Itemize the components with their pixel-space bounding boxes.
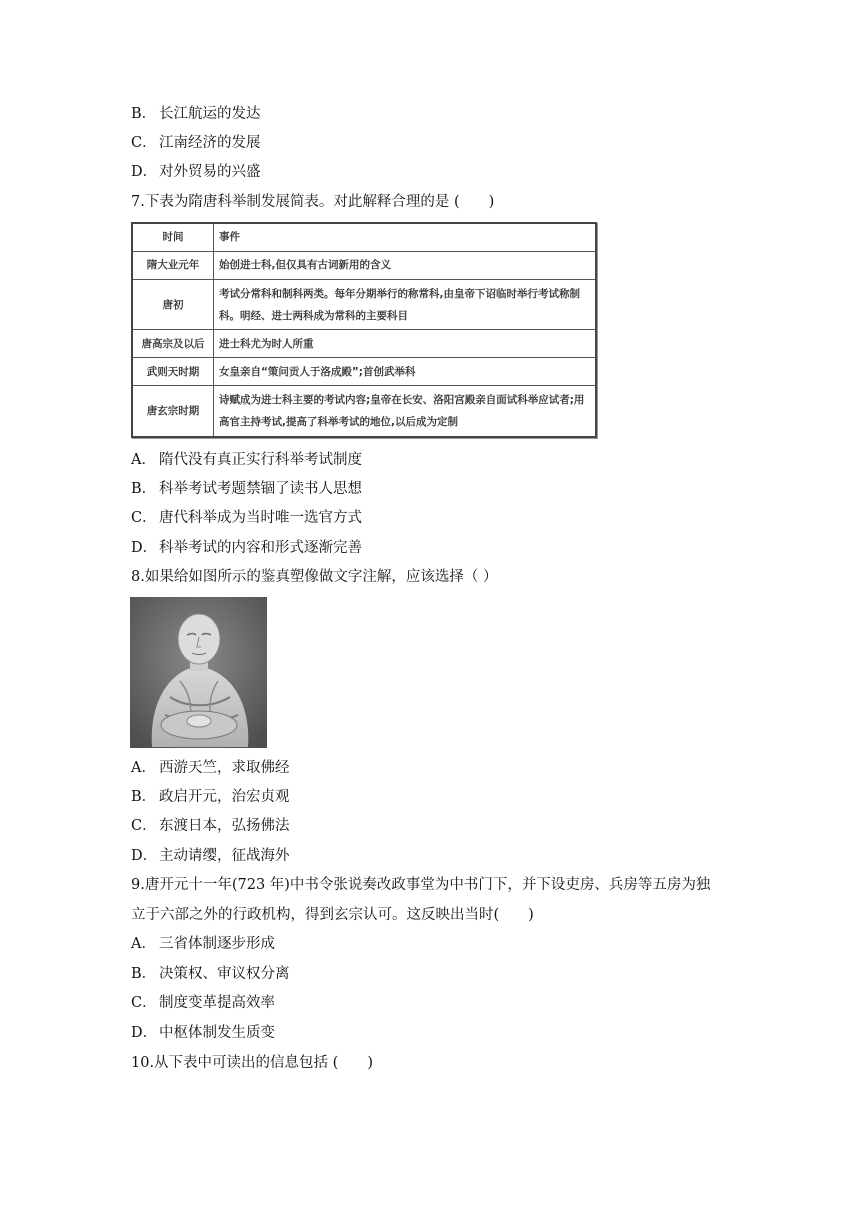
table-header-event: 事件 <box>214 223 597 251</box>
table-cell-time: 唐玄宗时期 <box>132 386 214 437</box>
q6-option-d: D． 对外贸易的兴盛 <box>131 164 261 180</box>
table-header-time: 时间 <box>132 223 214 251</box>
q8-option-a: A． 西游天竺，求取佛经 <box>131 760 290 776</box>
q6-option-c: C． 江南经济的发展 <box>131 135 261 151</box>
q7-option-b: B． 科举考试考题禁锢了读书人思想 <box>131 481 362 497</box>
q9-option-b: B． 决策权、审议权分离 <box>131 966 290 982</box>
q8-option-b: B． 政启开元，治宏贞观 <box>131 789 290 805</box>
jianzhen-statue-image <box>130 597 267 748</box>
table-cell-time: 隋大业元年 <box>132 251 214 279</box>
table-cell-event: 诗赋成为进士科主要的考试内容;皇帝在长安、洛阳宫殿亲自面试科举应试者;用高官主持考试,提高了科举考试的地位,以后成为定制 <box>214 386 597 437</box>
keju-table <box>131 222 597 438</box>
table-cell-event: 始创进士科,但仅具有古词新用的含义 <box>214 251 597 279</box>
q7-option-d: D． 科举考试的内容和形式逐渐完善 <box>131 540 362 556</box>
q7-option-a: A． 隋代没有真正实行科举考试制度 <box>131 452 362 468</box>
table-cell-time: 唐高宗及以后 <box>132 330 214 358</box>
q8-option-d: D． 主动请缨，征战海外 <box>131 848 290 864</box>
table-row <box>132 251 596 279</box>
q9-option-c: C． 制度变革提高效率 <box>131 995 275 1011</box>
table-cell-event: 进士科尤为时人所重 <box>214 330 597 358</box>
q10-stem: 10.从下表中可读出的信息包括 ( ) <box>131 1055 373 1071</box>
q8-option-c: C． 东渡日本，弘扬佛法 <box>131 818 290 834</box>
q9-stem-line2: 立于六部之外的行政机构，得到玄宗认可。这反映出当时( ) <box>131 907 534 923</box>
table-header-row <box>132 223 596 251</box>
table-cell-event: 女皇亲自“策问贡人于洛成殿”;首创武举科 <box>214 358 597 386</box>
table-row <box>132 386 596 437</box>
q9-stem-line1: 9.唐开元十一年(723 年)中书令张说奏改政事堂为中书门下，并下设吏房、兵房等五房为独 <box>131 877 711 893</box>
q6-option-b: B． 长江航运的发达 <box>131 106 261 122</box>
table-cell-time: 唐初 <box>132 279 214 330</box>
table-row <box>132 279 596 330</box>
table-cell-event: 考试分常科和制科两类。每年分期举行的称常科,由皇帝下诏临时举行考试称制科。明经、进士两科成为常科的主要科目 <box>214 279 597 330</box>
q7-option-c: C． 唐代科举成为当时唯一选官方式 <box>131 510 362 526</box>
q9-option-a: A． 三省体制逐步形成 <box>131 936 275 952</box>
table-row <box>132 358 596 386</box>
q8-stem: 8.如果给如图所示的鉴真塑像做文字注解，应该选择（ ） <box>131 569 498 585</box>
table-row <box>132 330 596 358</box>
table-cell-time: 武则天时期 <box>132 358 214 386</box>
q7-stem: 7.下表为隋唐科举制发展简表。对此解释合理的是 ( ) <box>131 194 495 210</box>
q9-option-d: D． 中枢体制发生质变 <box>131 1025 275 1041</box>
